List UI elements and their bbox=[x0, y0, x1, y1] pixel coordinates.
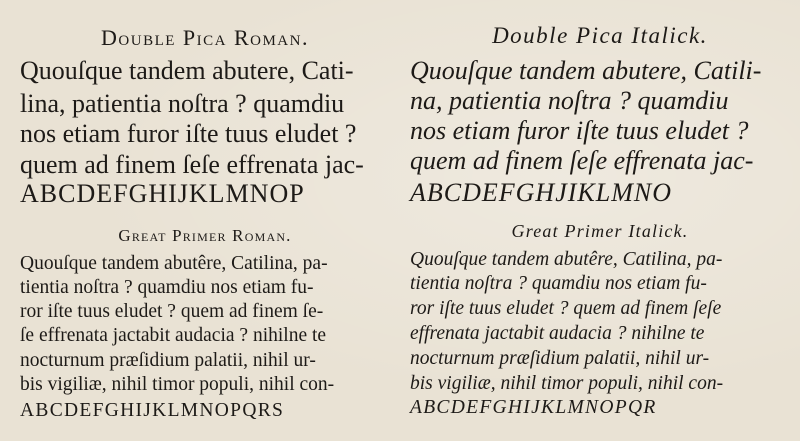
great-primer-italick-line-6: bis vigiliæ, nihil timor populi, nihil con- bbox=[410, 373, 724, 394]
double-pica-roman-line-1: Quouſque tandem abutere, Cati- bbox=[20, 56, 354, 85]
great-primer-italick-alphabet: ABCDEFGHIJKLMNOPQR bbox=[410, 397, 657, 418]
great-primer-roman-line-6: bis vigiliæ, nihil timor populi, nihil con- bbox=[20, 374, 335, 395]
double-pica-roman-line-2: lina, patientia noſtra ? quamdiu bbox=[20, 89, 345, 118]
double-pica-italick-line-3: nos etiam furor iſte tuus eludet ? bbox=[410, 116, 749, 145]
double-pica-italick-alphabet: ABCDEFGHJIKLMNO bbox=[410, 178, 672, 207]
double-pica-roman-line-4: quem ad finem ſeſe effrenata jac- bbox=[20, 150, 364, 179]
great-primer-italick-line-2: tientia noſtra ? quamdiu nos etiam fu- bbox=[410, 273, 707, 294]
great-primer-italick-line-5: nocturnum præſidium palatii, nihil ur- bbox=[410, 348, 710, 369]
double-pica-italick-line-2: na, patientia noſtra ? quamdiu bbox=[410, 86, 729, 115]
double-pica-roman-line-3: nos etiam furor iſte tuus eludet ? bbox=[20, 119, 357, 148]
great-primer-roman-line-3: ror iſte tuus eludet ? quem ad finem ſe- bbox=[20, 301, 324, 322]
double-pica-roman-heading: Double Pica Roman. bbox=[101, 25, 309, 50]
great-primer-roman-line-2: tientia noſtra ? quamdiu nos etiam fu- bbox=[20, 277, 314, 298]
great-primer-roman-line-1: Quouſque tandem abutêre, Catilina, pa- bbox=[20, 253, 328, 274]
great-primer-roman-line-5: nocturnum præſidium palatii, nihil ur- bbox=[20, 350, 316, 371]
great-primer-italick-line-3: ror iſte tuus eludet ? quem ad finem ſeſe bbox=[410, 298, 722, 319]
double-pica-roman-alphabet: ABCDEFGHIJKLMNOP bbox=[20, 179, 305, 208]
great-primer-italick-line-1: Quouſque tandem abutêre, Catilina, pa- bbox=[410, 249, 723, 270]
double-pica-italick-line-1: Quouſque tandem abutere, Catili- bbox=[410, 56, 762, 85]
great-primer-roman-heading: Great Primer Roman. bbox=[118, 226, 292, 245]
great-primer-roman-alphabet: ABCDEFGHIJKLMNOPQRS bbox=[20, 400, 285, 421]
double-pica-italick-heading: Double Pica Italick. bbox=[492, 23, 708, 48]
great-primer-italick-line-4: effrenata jactabit audacia ? nihilne te bbox=[410, 323, 705, 344]
double-pica-italick-line-4: quem ad finem ſeſe effrenata jac- bbox=[410, 146, 754, 175]
great-primer-italick-heading: Great Primer Italick. bbox=[511, 221, 689, 241]
great-primer-roman-line-4: ſe effrenata jactabit audacia ? nihilne te bbox=[20, 325, 327, 346]
